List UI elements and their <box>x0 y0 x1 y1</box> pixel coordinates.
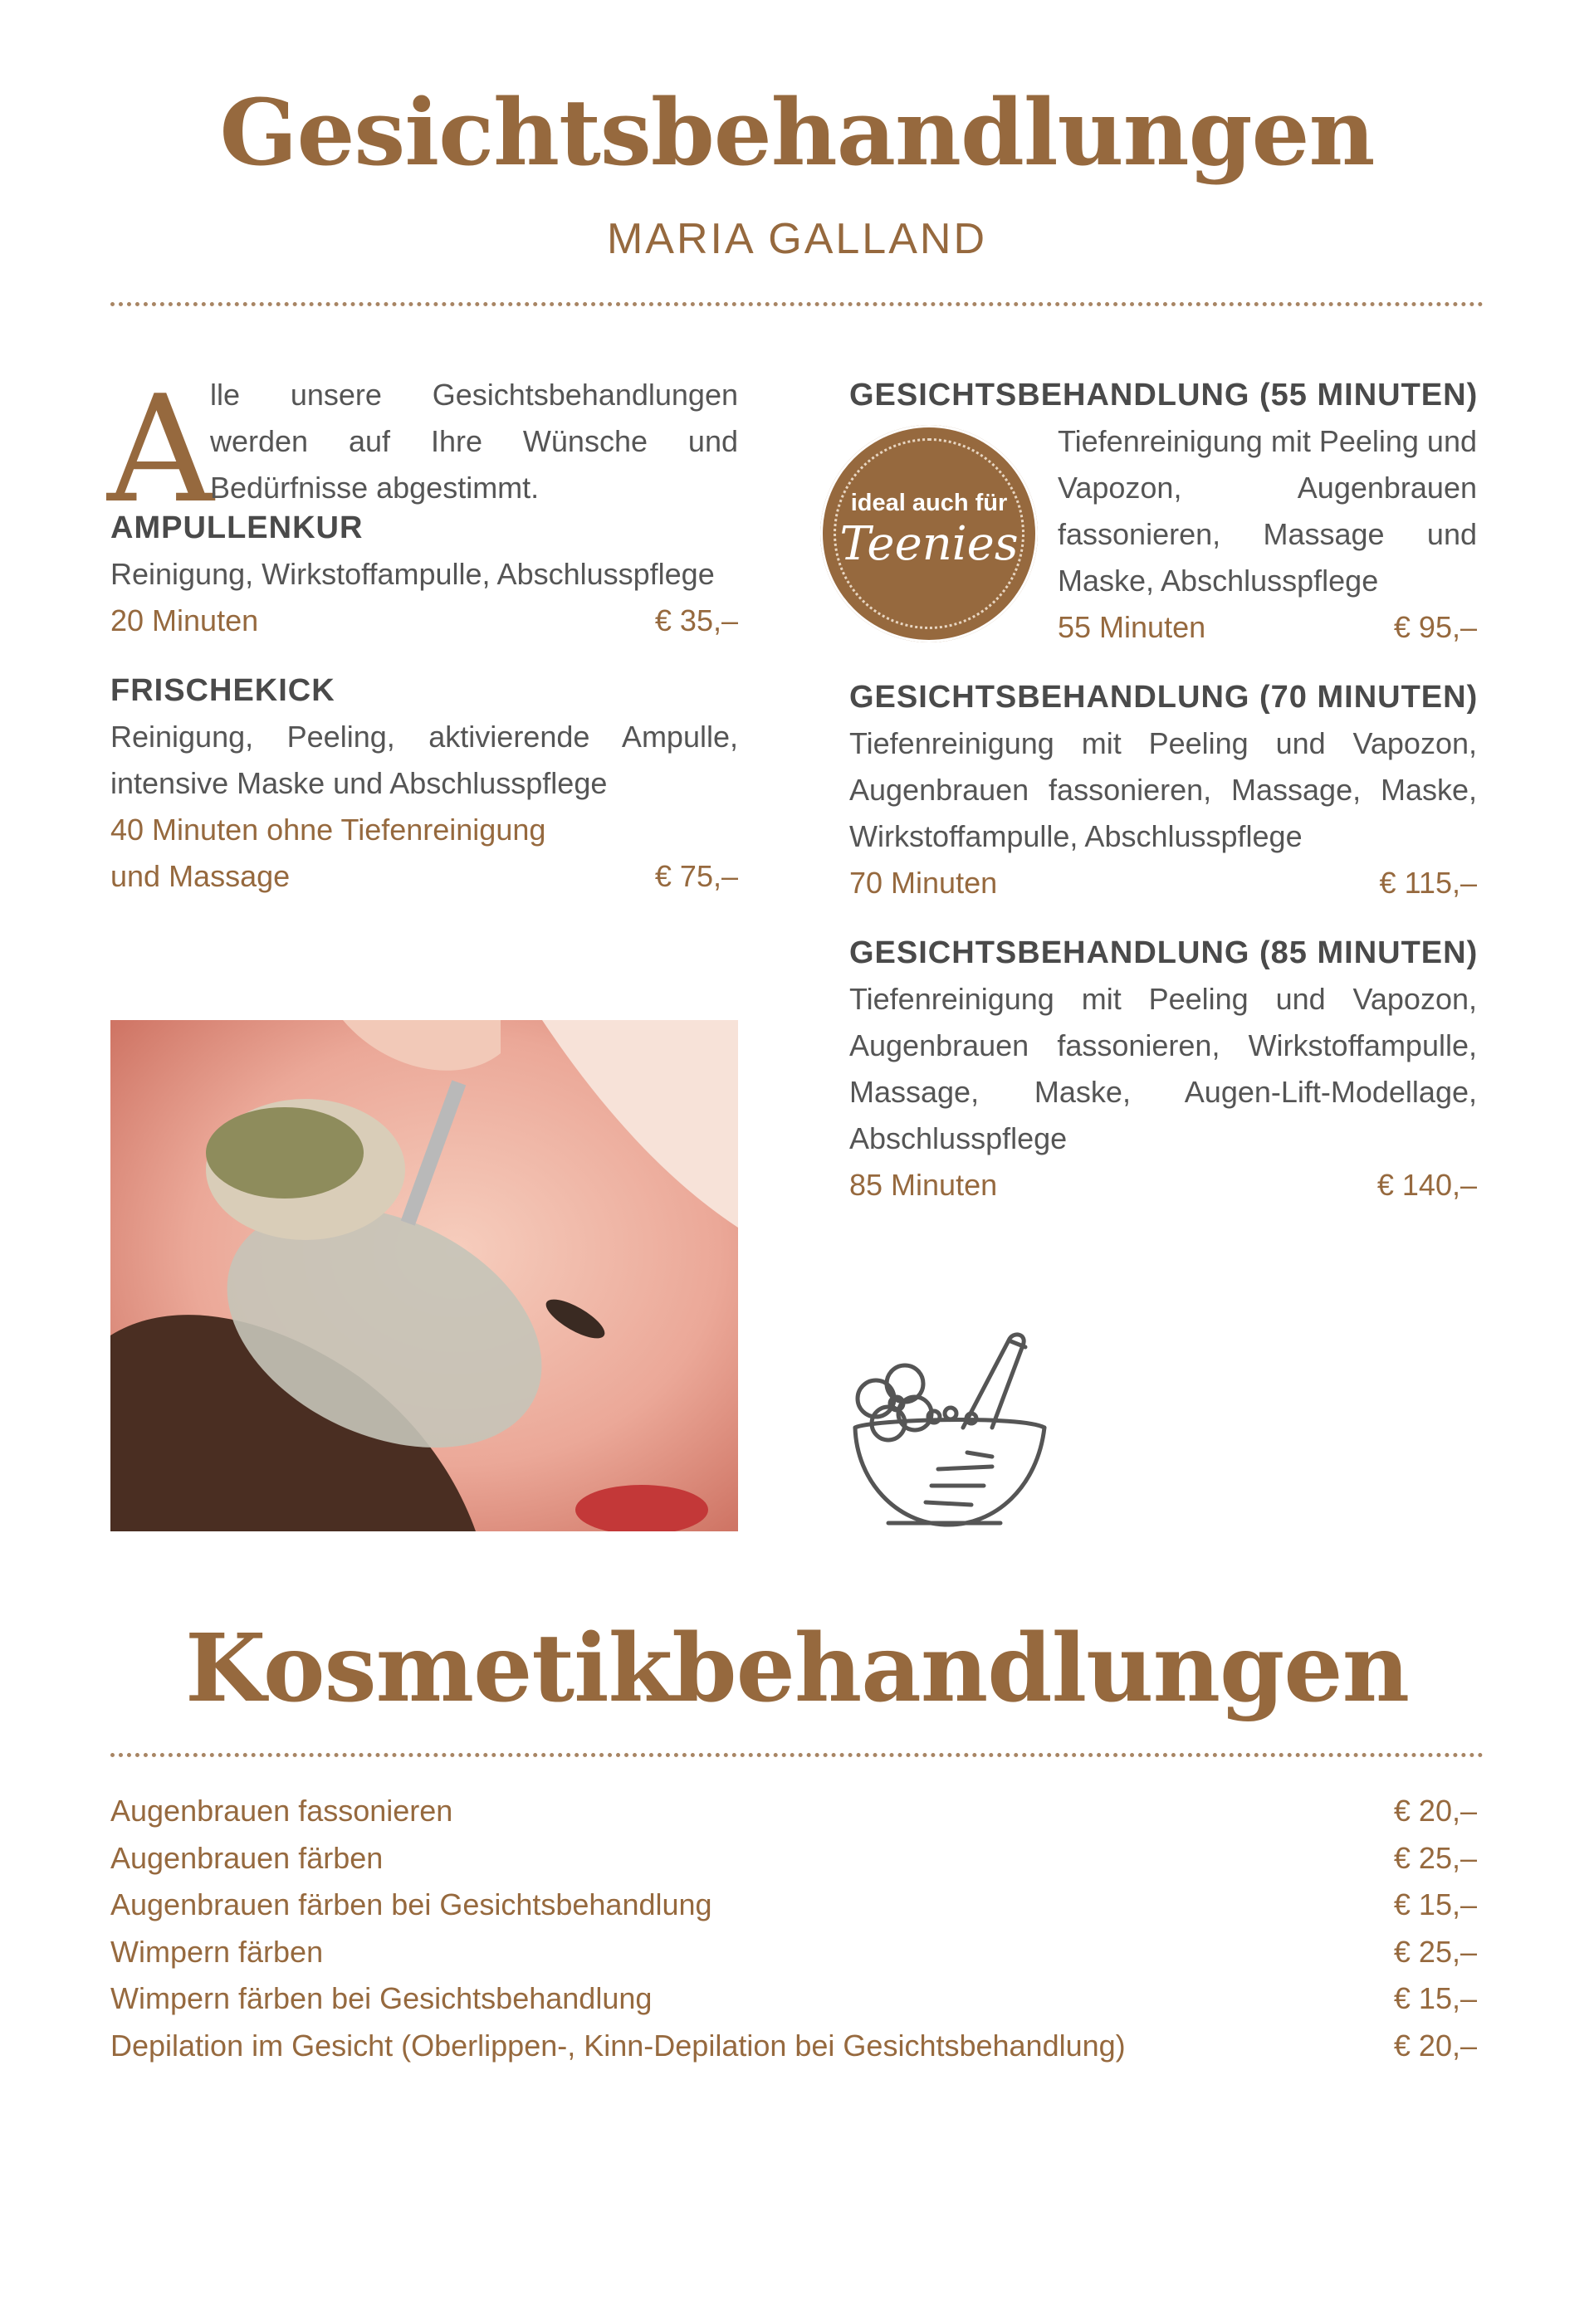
item-description: Tiefenreinigung mit Peeling und Vapozon, Augenbrauen fassonieren, Massage, Maske, Wirkstoffampulle, Abschlusspflege <box>849 726 1477 853</box>
item-title: GESICHTSBEHANDLUNG (55 MINUTEN) <box>849 378 1479 413</box>
page-subtitle: MARIA GALLAND <box>606 215 988 263</box>
item-price-row <box>849 860 1477 906</box>
item-price-row <box>1058 604 1477 651</box>
item-price: € 95,– <box>1393 610 1477 644</box>
item-duration: 85 Minuten <box>849 1168 998 1202</box>
item-duration-cont: und Massage <box>110 859 291 893</box>
badge-top-text: ideal auch für <box>850 490 1008 516</box>
item-price-row <box>849 1162 1477 1208</box>
item-label: Augenbrauen färben <box>110 1840 384 1875</box>
facial-treatment-photo <box>110 1020 738 1531</box>
teenies-badge <box>820 425 1038 642</box>
menu-item-70 <box>849 674 1477 906</box>
photo-illustration <box>110 1020 738 1531</box>
badge-script-text: Teenies <box>839 517 1019 571</box>
item-price: € 35,– <box>654 603 738 637</box>
item-price-row <box>110 598 738 644</box>
item-price: € 75,– <box>654 859 738 893</box>
list-item <box>110 1788 1477 1835</box>
item-title: GESICHTSBEHANDLUNG (85 MINUTEN) <box>849 935 1479 970</box>
item-price: € 140,– <box>1376 1168 1477 1202</box>
list-item <box>110 2023 1477 2070</box>
cosmetic-price-list <box>110 1788 1477 2069</box>
list-item <box>110 1929 1477 1976</box>
item-label: Wimpern färben <box>110 1934 324 1969</box>
dotted-divider <box>110 302 1484 306</box>
item-title: AMPULLENKUR <box>110 510 364 545</box>
item-description: Reinigung, Wirkstoffampulle, Abschlusspflege <box>110 557 715 591</box>
menu-item-frischekick <box>110 667 738 900</box>
dropcap: A <box>107 364 214 535</box>
item-duration: 40 Minuten ohne Tiefenreinigung <box>110 813 546 847</box>
item-price: € 25,– <box>1393 1934 1477 1969</box>
left-column <box>107 364 738 900</box>
item-duration: 70 Minuten <box>849 866 998 900</box>
item-price-row <box>110 853 738 900</box>
item-label: Depilation im Gesicht (Oberlippen-, Kinn-Depilation bei Gesichtsbehandlung) <box>110 2028 1126 2063</box>
menu-item-85 <box>849 930 1477 1208</box>
section-title: Kosmetikbehandlungen <box>184 1614 1409 1723</box>
item-title: FRISCHEKICK <box>110 673 335 708</box>
mortar-bowl-icon <box>839 1316 1063 1540</box>
item-description: Tiefenreinigung mit Peeling und Vapozon, Augenbrauen fassonieren, Wirkstoffampulle, Massage, Maske, Augen-Lift-Modellage, Abschlusspflege <box>849 982 1477 1155</box>
item-label: Augenbrauen färben bei Gesichtsbehandlung <box>110 1887 712 1921</box>
page-title: Gesichtsbehandlungen <box>219 79 1375 186</box>
intro-text: lle unsere Gesichtsbehandlungen werden auf Ihre Wünsche und Bedürfnisse abgestimmt. <box>210 378 738 505</box>
list-item <box>110 1835 1477 1882</box>
item-duration: 20 Minuten <box>110 603 259 637</box>
list-item <box>110 1975 1477 2023</box>
item-price: € 115,– <box>1379 866 1477 900</box>
item-price: € 25,– <box>1393 1840 1477 1875</box>
dotted-divider <box>110 1753 1484 1757</box>
item-description: Reinigung, Peeling, aktivierende Ampulle, intensive Maske und Abschlusspflege <box>110 720 738 800</box>
item-price: € 15,– <box>1393 1981 1477 2015</box>
list-item <box>110 1882 1477 1929</box>
item-price: € 20,– <box>1393 2028 1477 2063</box>
item-label: Wimpern färben bei Gesichtsbehandlung <box>110 1981 653 2015</box>
item-label: Augenbrauen fassonieren <box>110 1794 453 1828</box>
item-description: Tiefenreinigung mit Peeling und Vapozon, Augenbrauen fassonieren, Massage und Maske, Abschlusspflege <box>1058 424 1477 598</box>
item-duration: 55 Minuten <box>1058 610 1206 644</box>
item-title: GESICHTSBEHANDLUNG (70 MINUTEN) <box>849 680 1479 715</box>
item-price: € 20,– <box>1393 1794 1477 1828</box>
item-price: € 15,– <box>1393 1887 1477 1921</box>
